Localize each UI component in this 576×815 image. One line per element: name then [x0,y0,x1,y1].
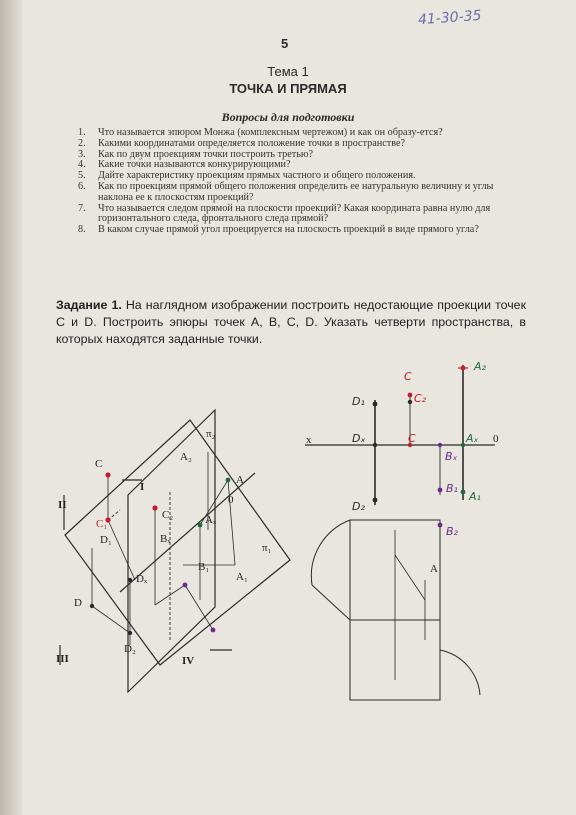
label-bx: Bₓ [160,533,171,545]
spatial-labels [56,428,272,667]
label-c1: C₁ [96,518,108,530]
label-dx: Dₓ [136,573,148,585]
epure-drawing [305,365,495,700]
question-item: 5. Дайте характеристику проекциям прямых частного и общего положения. [78,170,416,182]
epure-label-b1: B₁ [446,482,458,495]
epure-label-x: x [306,434,312,446]
epure-points [373,366,466,528]
epure-label-dx: Dₓ [352,432,366,445]
page-number: 5 [281,36,289,51]
epure-label-a: A [430,563,438,575]
label-d1: D₁ [100,534,112,546]
epure-label-c: C [404,370,412,383]
spatial-points [90,472,231,635]
label-origin: 0 [228,494,234,506]
handwritten-note: 41-30-35 [417,7,483,29]
label-quarter-3: III [56,653,69,665]
label-c2: C₂ [162,509,174,521]
topic-label: Тема 1 [267,64,309,79]
questions-heading: Вопросы для подготовки [221,110,355,124]
label-d2: D₂ [124,643,136,655]
epure-label-a1: A₁ [469,490,481,503]
question-item: 2. Какими координатами определяется положение точки в пространстве? [78,137,405,149]
label-a2: A₂ [180,451,192,463]
label-quarter-4: IV [182,655,195,667]
epure-label-d1: D₁ [352,395,365,408]
question-item: 6. Как по проекциям прямой общего положения определить ее натуральную величину и углы наклона ее к плоскостям проекций? [78,180,494,203]
point-c2 [152,505,157,510]
point-dx [128,578,132,582]
label-quarter-1: I [140,481,145,493]
label-c: C [95,458,103,470]
frontal-plane-outline [128,410,215,692]
point-b1 [183,583,188,588]
epure-label-a2: A₂ [474,360,486,373]
label-pi1: π₁ [262,542,272,554]
label-quarter-2: II [58,499,67,511]
task-text: На наглядном изображении построить недостающие проекции точек C и D. Построить эпюры точек A, B, C, D. Указать четверти пространства, в которых находятся заданные точки. [56,298,526,346]
epure-label-ax: Aₓ [466,432,479,445]
epure-label-origin: 0 [493,433,499,445]
epure-label-b2: B₂ [446,525,458,538]
epure-label-d2: D₂ [352,500,365,513]
label-a: A [236,474,244,486]
epure-label-cx: C [408,432,416,445]
task-label: Задание 1. [56,298,122,312]
question-item: 1. Что называется эпюром Монжа (комплексным чертежом) и как он образу-ется? [78,127,443,138]
topic-title: ТОЧКА И ПРЯМАЯ [229,81,347,96]
question-item: 3. Как по двум проекциям точки построить третью? [78,148,314,160]
label-a1: A₁ [236,571,248,583]
question-item: 8. В каком случае прямой угол проецируется на плоскость проекций в виде прямого угла? [78,224,479,236]
point-b [211,628,216,633]
point-d2 [128,631,132,635]
epure-label-bx: Bₓ [445,450,458,463]
epure-labels [306,360,499,575]
point-c [105,472,110,477]
question-item: 4. Какие точки называются конкурирующими? [78,159,291,171]
label-ax: Aₓ [205,514,217,526]
label-b1: B₁ [198,561,210,573]
point-a [226,478,231,483]
point-d [90,604,94,608]
label-d: D [74,597,82,609]
horizontal-plane-outline [65,420,290,665]
point-a-proj [198,523,203,528]
label-pi2: π₂ [206,428,216,440]
spatial-drawing [60,410,290,692]
epure-label-c2: C₂ [414,392,427,405]
question-item: 7. Что называется следом прямой на плоскости проекций? Какая координата равна нулю для горизонтального следа, фронтального следа прямой? [78,202,491,225]
